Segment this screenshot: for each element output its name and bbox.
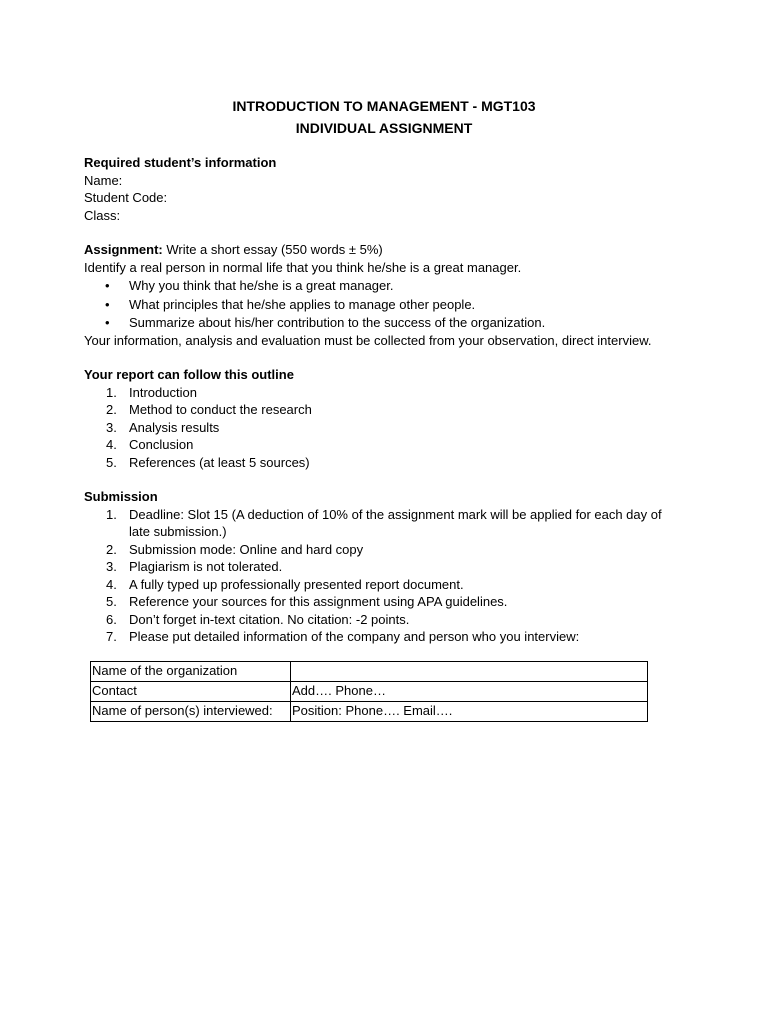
assignment-bullets [84,277,684,332]
list-text: Reference your sources for this assignment using APA guidelines. [129,594,508,609]
student-info-heading: Required student’s information [84,155,277,170]
list-number: 5. [106,454,117,470]
assignment-text: Write a short essay (550 words ± 5%) [162,242,383,257]
list-text: Submission mode: Online and hard copy [129,541,364,557]
field-name: Name: [84,172,123,188]
table-row [91,702,648,722]
table-cell-label: Name of person(s) interviewed: [91,702,291,722]
list-item [84,454,684,472]
list-text: Conclusion [129,437,194,452]
list-item [84,384,684,402]
assignment-line [84,241,684,259]
list-text: Deadline: Slot 15 (A deduction of 10% of the assignment mark will be applied for each day of late submission.) [129,506,662,539]
table-cell-value[interactable]: Position: Phone…. Email…. [291,702,648,722]
list-number: 2. [106,402,117,417]
list-text: Introduction [129,384,197,400]
document-title-line1: INTRODUCTION TO MANAGEMENT - MGT103 [232,98,536,114]
bullet-icon: • [105,278,110,293]
list-number: 1. [106,506,117,522]
list-item [84,558,684,576]
submission-list [84,506,684,646]
assignment-label: Assignment: [84,242,163,257]
list-number: 6. [106,611,117,627]
list-number: 3. [106,419,117,435]
list-item [84,576,684,594]
bullet-text: What principles that he/she applies to manage other people. [129,296,476,312]
assignment-closing: Your information, analysis and evaluation must be collected from your observation, direct interview. [84,332,652,348]
list-text: Please put detailed information of the company and person who you interview: [129,629,580,644]
list-number: 3. [106,559,117,574]
list-item [84,296,684,314]
bullet-text: Why you think that he/she is a great manager. [129,278,394,293]
list-item [84,628,684,646]
list-text: References (at least 5 sources) [129,454,310,470]
list-item [84,506,684,541]
outline-heading: Your report can follow this outline [84,367,294,382]
bullet-icon: • [105,315,110,330]
list-item [84,611,684,629]
list-text: Don’t forget in-text citation. No citation: -2 points. [129,611,410,627]
interview-info-table [90,661,648,722]
list-item [84,593,684,611]
list-number: 7. [106,629,117,644]
assignment-intro: Identify a real person in normal life that you think he/she is a great manager. [84,259,522,275]
field-student-code: Student Code: [84,190,168,205]
list-item [84,541,684,559]
field-class: Class: [84,207,121,223]
list-item [84,314,684,332]
list-text: A fully typed up professionally presented report document. [129,576,464,592]
list-item [84,419,684,437]
list-text: Plagiarism is not tolerated. [129,559,283,574]
table-row [91,662,648,682]
table-cell-value[interactable]: Add…. Phone… [291,682,648,702]
bullet-icon: • [105,296,110,312]
list-item [84,277,684,295]
document-title-line2: INDIVIDUAL ASSIGNMENT [295,119,473,136]
list-number: 2. [106,541,117,557]
list-number: 4. [106,437,117,452]
document-page [84,96,684,646]
list-number: 5. [106,594,117,609]
list-number: 1. [106,384,117,400]
bullet-text: Summarize about his/her contribution to the success of the organization. [129,315,546,330]
list-number: 4. [106,576,117,592]
list-item [84,401,684,419]
table-row [91,682,648,702]
list-text: Analysis results [129,419,220,435]
list-item [84,436,684,454]
table-cell-label: Contact [91,682,291,702]
list-text: Method to conduct the research [129,402,312,417]
table-cell-value[interactable] [291,662,648,682]
outline-list [84,384,684,472]
table-cell-label: Name of the organization [91,662,291,682]
submission-heading: Submission [84,489,158,504]
